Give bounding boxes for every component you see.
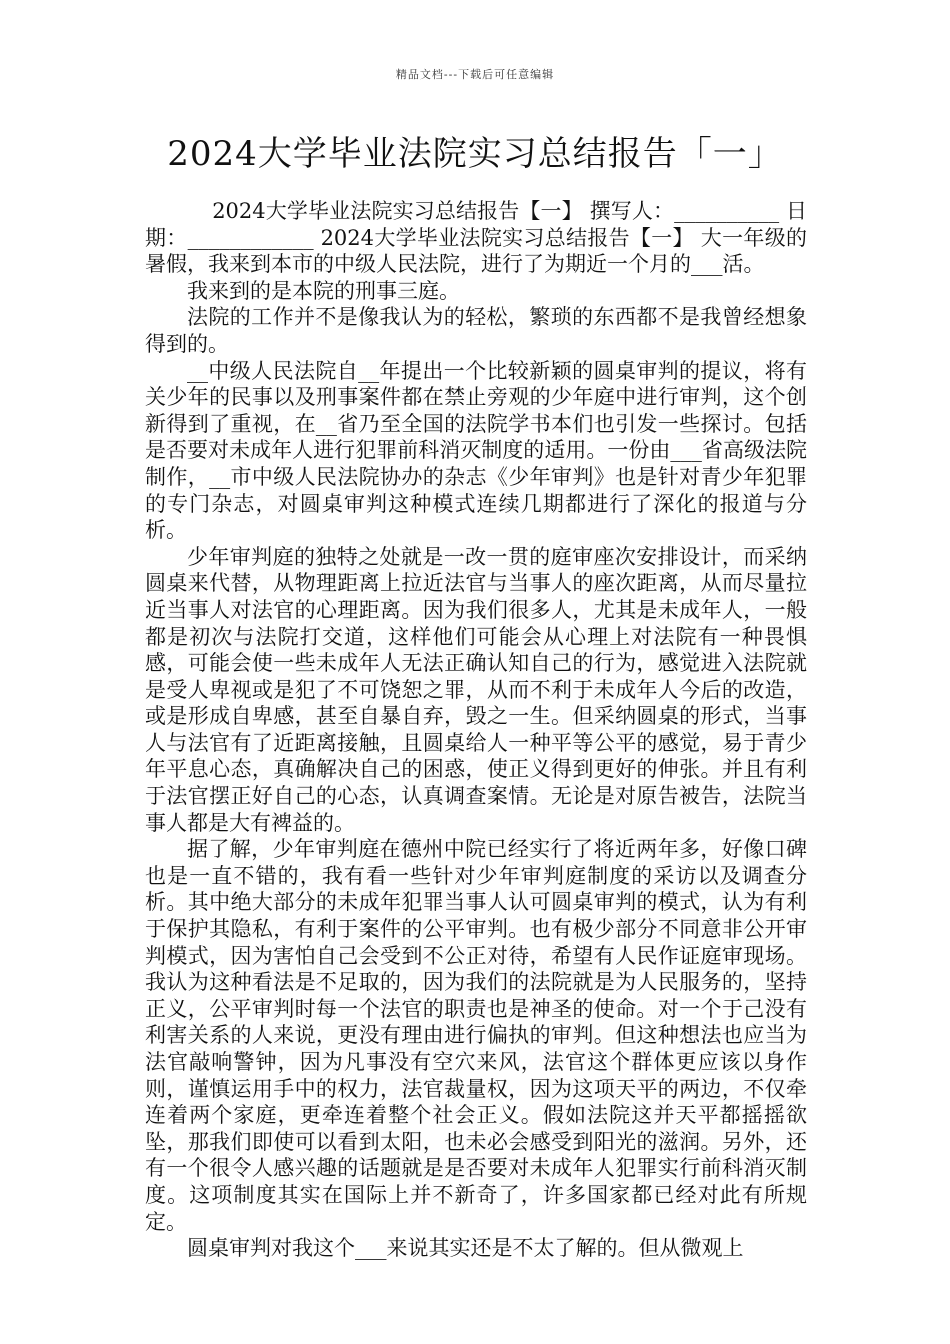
document-title: 2024大学毕业法院实习总结报告「一」 bbox=[167, 134, 783, 174]
paragraph: 少年审判庭的独特之处就是一改一贯的庭审座次安排设计，而采纳圆桌来代替，从物理距离上拉近法官与当事人的座次距离，从而尽量拉近当事人对法官的心理距离。因为我们很多人，尤其是未成年人，一般都是初次与法院打交道，这样他们可能会从心理上对法院有一种畏惧感，可能会使一些未成年人无法正确认知自己的行为，感觉进入法院就是受人卑视或是犯了不可饶恕之罪，从而不利于未成年人今后的改造，或是形成自卑感，甚至自暴自弃，毁之一生。但采纳圆桌的形式，当事人与法官有了近距离接触，且圆桌给人一种平等公平的感觉，易于青少年平息心态，真确解决自己的困惑，使正义得到更好的伸张。并且有利于法官摆正好自己的心态，认真调查案情。无论是对原告被告，法院当事人都是大有裨益的。 bbox=[145, 544, 807, 835]
paragraph-intro: 2024大学毕业法院实习总结报告【一】 撰写人：__________ 日 期：____________ 2024大学毕业法院实习总结报告【一】 大一年级的暑假，我来到本市的中级人民法院，进行了为期近一个月的___活。 bbox=[145, 199, 807, 277]
paragraph: 法院的工作并不是像我认为的轻松，繁琐的东西都不是我曾经想象得到的。 bbox=[145, 305, 807, 356]
header-note: 精品文档---下载后可任意编辑 bbox=[395, 68, 555, 81]
paragraph: 我来到的是本院的刑事三庭。 bbox=[187, 278, 460, 303]
document-body bbox=[145, 198, 807, 1262]
paragraph: __中级人民法院自__年提出一个比较新颖的圆桌审判的提议，将有关少年的民事以及刑事案件都在禁止旁观的少年庭中进行审判，这个创新得到了重视，在__省乃至全国的法院学书本们也引发一些探讨。包括是否要对未成年人进行犯罪前科消灭制度的适用。一份由___省高级法院制作，__市中级人民法院协办的杂志《少年审判》也是针对青少年犯罪的专门杂志，对圆桌审判这种模式连续几期都进行了深化的报道与分析。 bbox=[145, 358, 807, 543]
paragraph: 据了解，少年审判庭在德州中院已经实行了将近两年多，好像口碑也是一直不错的，我有看一些针对少年审判庭制度的采访以及调查分析。其中绝大部分的未成年犯罪当事人认可圆桌审判的模式，认为有利于保护其隐私，有利于案件的公平审判。也有极少部分不同意非公开审判模式，因为害怕自己会受到不公正对待，希望有人民作证庭审现场。我认为这种看法是不足取的，因为我们的法院就是为人民服务的，坚持正义，公平审判时每一个法官的职责也是神圣的使命。对一个于己没有利害关系的人来说，更没有理由进行偏执的审判。但这种想法也应当为法官敲响警钟，因为凡事没有空穴来风，法官这个群体更应该以身作则，谨慎运用手中的权力，法官裁量权，因为这项天平的两边，不仅牵连着两个家庭，更牵连着整个社会正义。假如法院这并天平都摇摇欲坠，那我们即使可以看到太阳，也未必会感受到阳光的滋润。另外，还有一个很令人感兴趣的话题就是是否要对未成年人犯罪实行前科消灭制度。这项制度其实在国际上并不新奇了，许多国家都已经对此有所规定。 bbox=[145, 837, 807, 1234]
paragraph: 圆桌审判对我这个___来说其实还是不太了解的。但从微观上 bbox=[187, 1236, 744, 1261]
